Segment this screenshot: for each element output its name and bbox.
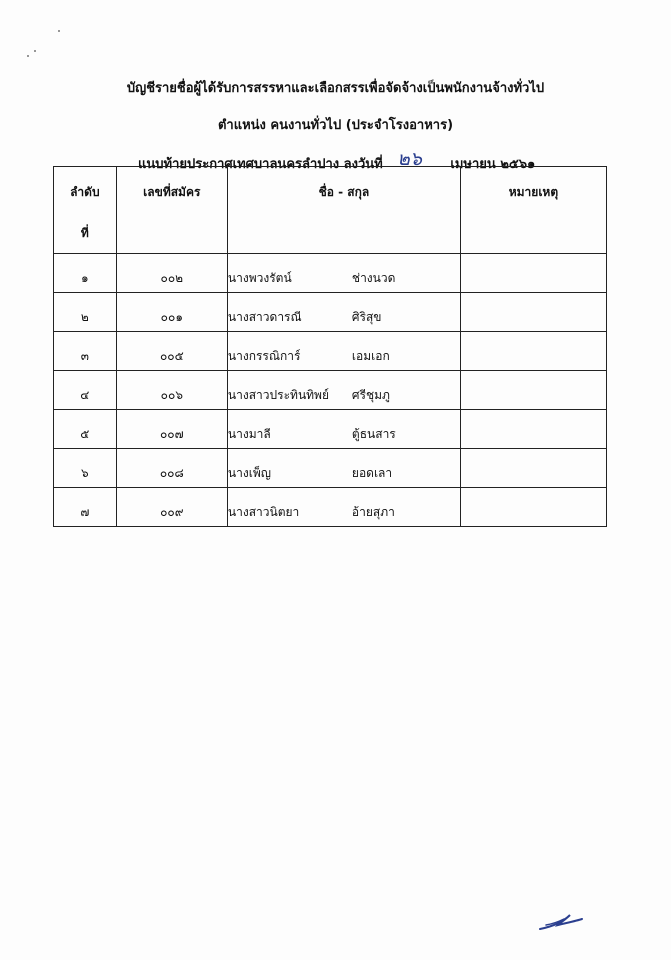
row-first-name: นางมาลี	[227, 427, 271, 441]
row-name	[227, 293, 460, 332]
header-remark: หมายเหตุ	[460, 167, 606, 254]
row-order: ๖	[54, 449, 117, 488]
table-row	[54, 449, 607, 488]
row-application-no: ๐๐๖	[116, 371, 227, 410]
row-last-name: ตู้ธนสาร	[351, 427, 396, 441]
header-application-no: เลขที่สมัคร	[116, 167, 227, 254]
table-row	[54, 371, 607, 410]
row-name	[227, 371, 460, 410]
row-application-no: ๐๐๙	[116, 488, 227, 527]
row-first-name: นางเพ็ญ	[227, 466, 271, 480]
row-application-no: ๐๐๕	[116, 332, 227, 371]
document-title: บัญชีรายชื่อผู้ได้รับการสรรหาและเลือกสรรเพื่อจัดจ้างเป็นพนักงานจ้างทั่วไป	[126, 81, 545, 96]
row-order: ๓	[54, 332, 117, 371]
row-first-name: นางพวงรัตน์	[227, 271, 292, 285]
row-application-no: ๐๐๒	[116, 254, 227, 293]
candidate-table	[53, 166, 607, 527]
table-row	[54, 332, 607, 371]
row-first-name: นางกรรณิการ์	[227, 349, 301, 363]
table-row	[54, 410, 607, 449]
row-remark	[460, 371, 606, 410]
row-first-name: นางสาวนิตยา	[227, 505, 300, 519]
announcement-prefix: แนบท้ายประกาศเทศบาลนครลำปาง ลงวันที่	[138, 157, 383, 172]
row-remark	[460, 332, 606, 371]
announcement-month-year: เมษายน ๒๕๖๑	[450, 157, 536, 172]
row-first-name: นางสาวดารณี	[227, 310, 302, 324]
table-row	[54, 293, 607, 332]
row-name	[227, 254, 460, 293]
row-name	[227, 449, 460, 488]
row-application-no: ๐๐๗	[116, 410, 227, 449]
row-order: ๕	[54, 410, 117, 449]
row-name	[227, 332, 460, 371]
row-order: ๔	[54, 371, 117, 410]
header-name: ชื่อ - สกุล	[227, 167, 460, 254]
row-remark	[460, 449, 606, 488]
row-last-name: เอมเอก	[351, 349, 390, 363]
row-last-name: อ้ายสุภา	[351, 505, 395, 519]
table-header-row	[54, 167, 607, 254]
row-application-no: ๐๐๘	[116, 449, 227, 488]
scan-speck	[58, 30, 60, 32]
header-order	[54, 167, 117, 254]
header-order-line1: ลำดับ	[70, 185, 100, 199]
signature-mark	[536, 905, 586, 935]
row-last-name: ศิริสุข	[351, 310, 382, 324]
row-remark	[460, 293, 606, 332]
table-row	[54, 488, 607, 527]
row-last-name: ช่างนวด	[351, 271, 396, 285]
row-order: ๒	[54, 293, 117, 332]
row-application-no: ๐๐๑	[116, 293, 227, 332]
row-remark	[460, 254, 606, 293]
row-last-name: ยอดเลา	[351, 466, 393, 480]
row-name	[227, 488, 460, 527]
scan-speck	[34, 50, 36, 52]
row-remark	[460, 410, 606, 449]
position-title: ตำแหน่ง คนงานทั่วไป (ประจำโรงอาหาร)	[217, 118, 454, 133]
handwritten-day: ๒๖	[397, 148, 422, 170]
scan-speck	[27, 55, 29, 57]
row-name	[227, 410, 460, 449]
row-order: ๗	[54, 488, 117, 527]
row-first-name: นางสาวประทินทิพย์	[227, 388, 329, 402]
header-order-line2: ที่	[80, 226, 89, 240]
row-last-name: ศรีชุมภู	[351, 388, 390, 402]
table-row	[54, 254, 607, 293]
row-order: ๑	[54, 254, 117, 293]
row-remark	[460, 488, 606, 527]
